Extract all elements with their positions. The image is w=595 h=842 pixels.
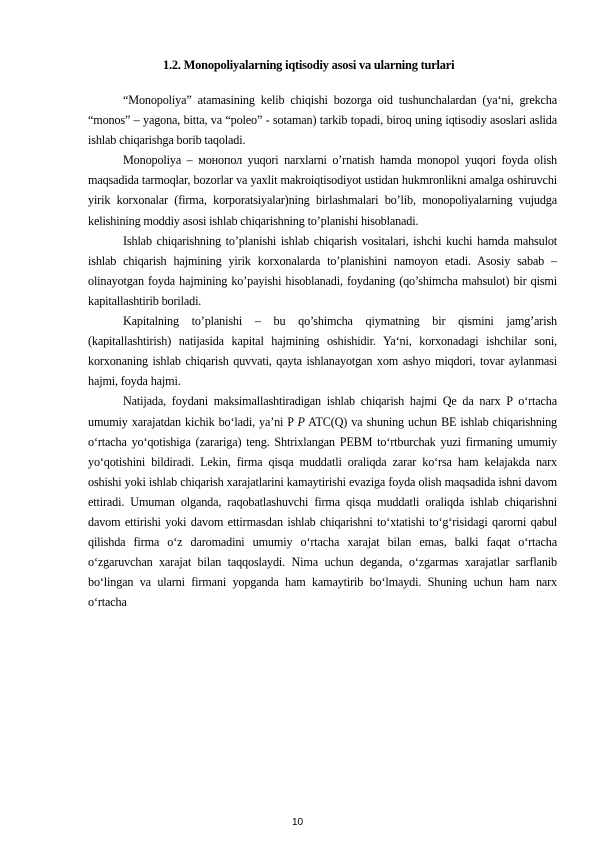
italic-p-symbol: P (297, 414, 305, 429)
paragraph-5-start: Natijada, foydani maksimallashtiradigan ishlab chiqarish hajmi Qe da narx P o‘rtacha umumiy xarajatdan kichik bo‘ladi, ya’ni P (88, 394, 557, 429)
paragraph-1: “Monopoliya” atamasining kelib chiqishi bozorga oid tushunchalardan (ya‘ni, grekcha “monos” – yagona, bitta, va “poleo” - sotaman) tarkib topadi, biroq uning iqtisodiy asoslari aslida ishlab chiqarishga borib taqoladi. (88, 93, 557, 148)
body-text (88, 90, 557, 612)
paragraph-2: Monopoliya – монопол yuqori narxlarni o’rnatish hamda monopol yuqori foyda olish maqsadida tarmoqlar, bozorlar va yaxlit makroiqtisodiyot ustidan hukmronlikni amalga oshiruvchi yirik korxonalar (firma, korporatsiyalar)ning birlashmalari bo’lib, monopoliyalarning vujudga kelishining moddiy asosi ishlab chiqarishning to’planishi hisoblanadi. (88, 153, 557, 228)
paragraph-5-rest: ATC(Q) va shuning uchun BE ishlab chiqarishning o‘rtacha yo‘qotishiga (zarariga) teng. Shtrixlangan PEBM to‘rtburchak yuzi firmaning umumiy yo‘qotishini bildiradi. Lekin, firma qisqa muddatli oraliqda zarar ko‘rsa ham kelajakda narx oshishi yoki ishlab chiqarish xarajatlarini kamaytirishi evaziga foyda olish maqsadida ishni davom ettiradi. Umuman olganda, raqobatlashuvchi firma qisqa muddatli oraliqda ishlab chiqarishni davom ettirishi yoki davom ettirmasdan ishlab chiqarishni to‘xtatishi to‘g‘risidagi qarorni qabul qilishda firma o‘z daromadini umumiy o‘rtacha xarajat bilan emas, balki faqat o‘rtacha o‘zgaruvchan xarajat bilan taqqoslaydi. Nima uchun deganda, o‘zgarmas xarajatlar sarflanib bo‘lingan va ularni firmani yopganda ham kamaytirib bo‘lmaydi. Shuning uchun ham narx o‘rtacha (88, 414, 557, 610)
paragraph-4: Kapitalning to’planishi – bu qo’shimcha qiymatning bir qismini jamg’arish (kapitallashtirish) natijasida kapital hajmining oshishidir. Ya‘ni, korxonadagi ishchilar soni, korxonaning ishlab chiqarish quvvati, qayta ishlanayotgan xom ashyo miqdori, tovar aylanmasi hajmi, foyda hajmi. (88, 314, 557, 389)
paragraph-3: Ishlab chiqarishning to’planishi ishlab chiqarish vositalari, ishchi kuchi hamda mahsulot ishlab chiqarish hajmining yirik korxonalarda to’planishini namoyon etadi. Asosiy sabab – olinayotgan foyda hajmining ko’payishi hisoblanadi, foydaning (qo’shimcha mahsulot) bir qismi kapitallashtirib boriladi. (88, 233, 557, 308)
section-title: 1.2. Monopoliyalarning iqtisodiy asosi va ularning turlari (163, 58, 455, 72)
paragraph-5 (88, 391, 557, 612)
page-number: 10 (291, 817, 304, 828)
